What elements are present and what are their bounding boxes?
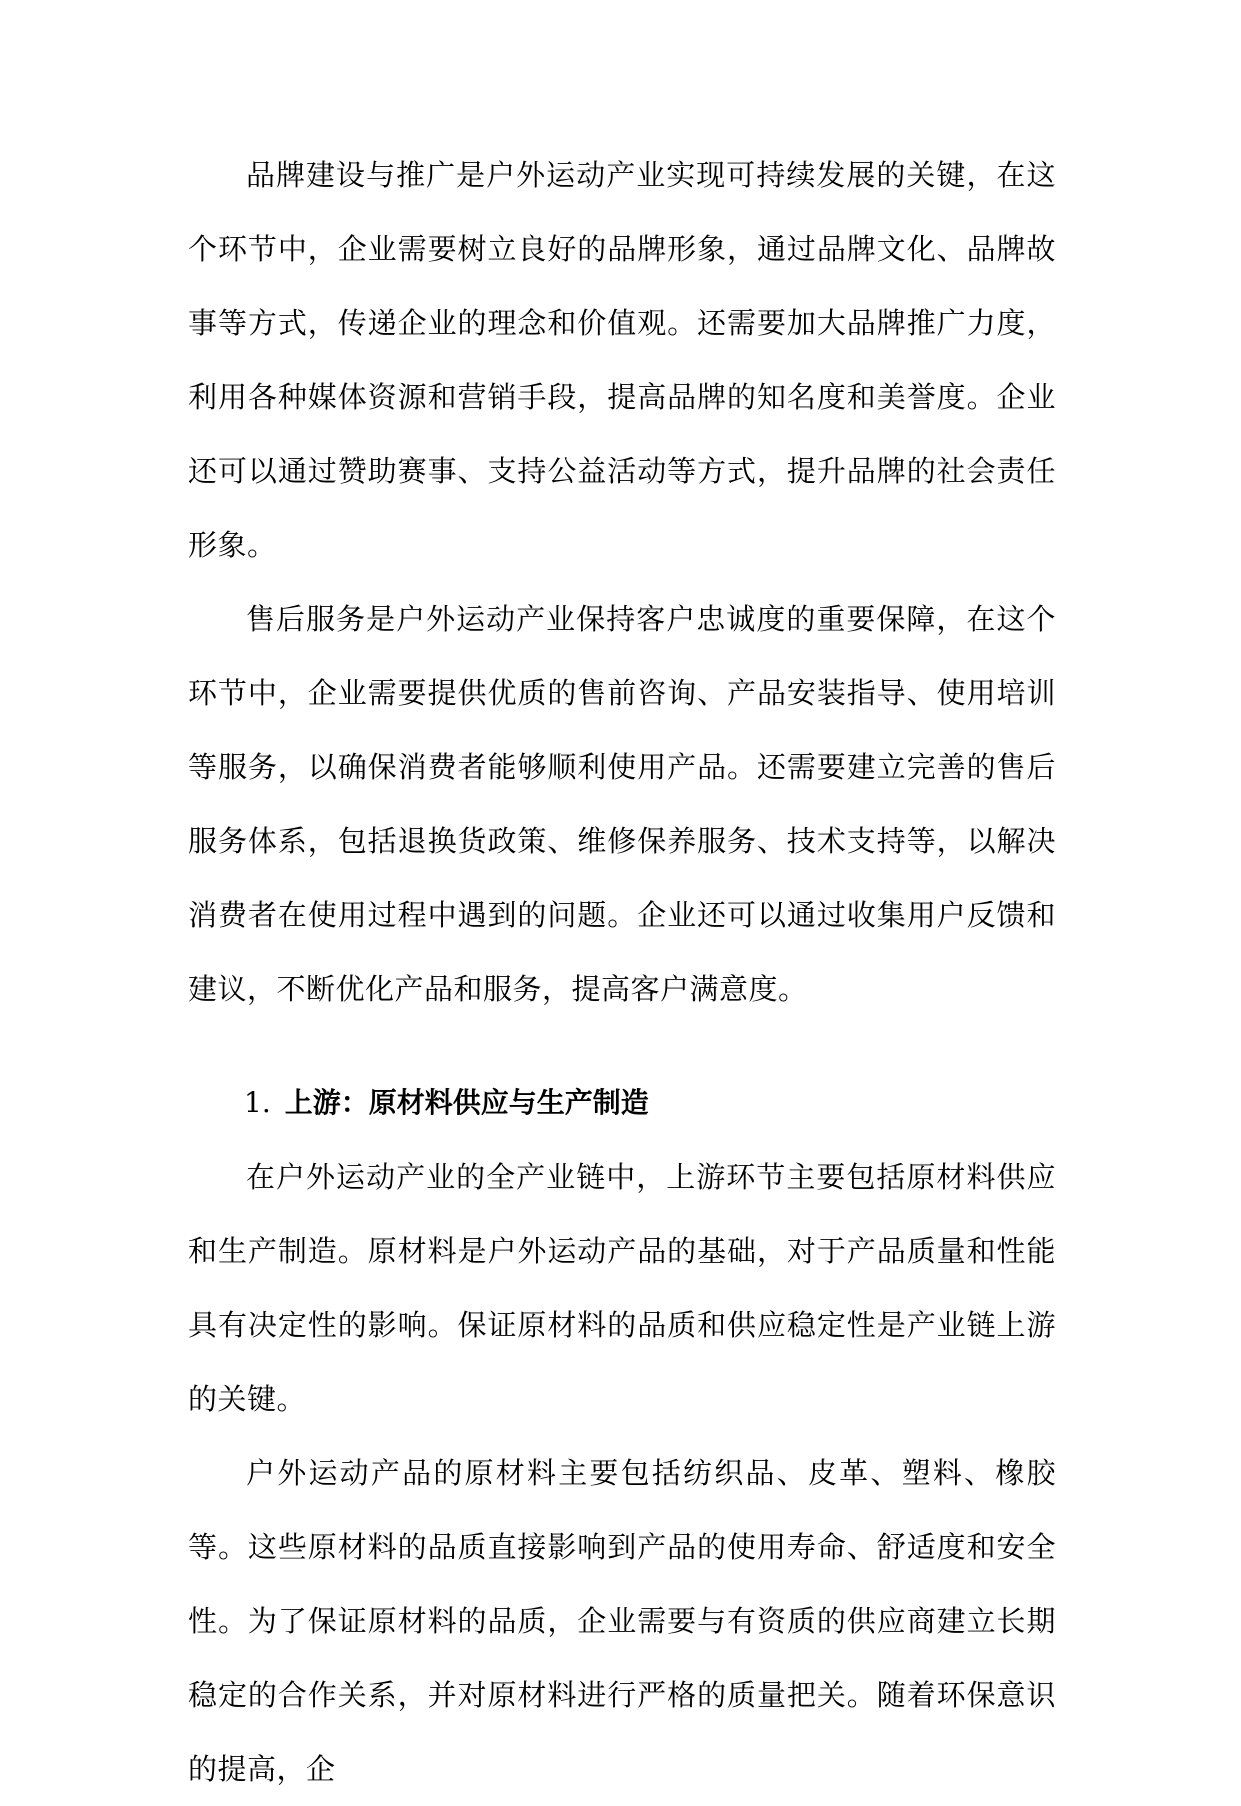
paragraph-after-sales-service: 售后服务是户外运动产业保持客户忠诚度的重要保障，在这个环节中，企业需要提供优质的售前咨询、产品安装指导、使用培训等服务，以确保消费者能够顺利使用产品。还需要建立完善的售后服务体系，包括退换货政策、维修保养服务、技术支持等，以解决消费者在使用过程中遇到的问题。企业还可以通过收集用户反馈和建议，不断优化产品和服务，提高客户满意度。: [188, 602, 1056, 1006]
paragraph-brand-building: 品牌建设与推广是户外运动产业实现可持续发展的关键，在这个环节中，企业需要树立良好的品牌形象，通过品牌文化、品牌故事等方式，传递企业的理念和价值观。还需要加大品牌推广力度，利用各种媒体资源和营销手段，提高品牌的知名度和美誉度。企业还可以通过赞助赛事、支持公益活动等方式，提升品牌的社会责任形象。: [188, 158, 1056, 562]
section-title: 上游：原材料供应与生产制造: [284, 1086, 649, 1119]
section-number: 1.: [244, 1086, 271, 1119]
paragraph-upstream-overview: 在户外运动产业的全产业链中，上游环节主要包括原材料供应和生产制造。原材料是户外运动产品的基础，对于产品质量和性能具有决定性的影响。保证原材料的品质和供应稳定性是产业链上游的关键。: [188, 1160, 1056, 1416]
section-heading: [188, 1066, 1056, 1140]
document-body: [188, 138, 1056, 1806]
paragraph-raw-materials: 户外运动产品的原材料主要包括纺织品、皮革、塑料、橡胶等。这些原材料的品质直接影响到产品的使用寿命、舒适度和安全性。为了保证原材料的品质，企业需要与有资质的供应商建立长期稳定的合作关系，并对原材料进行严格的质量把关。随着环保意识的提高，企: [188, 1456, 1056, 1786]
